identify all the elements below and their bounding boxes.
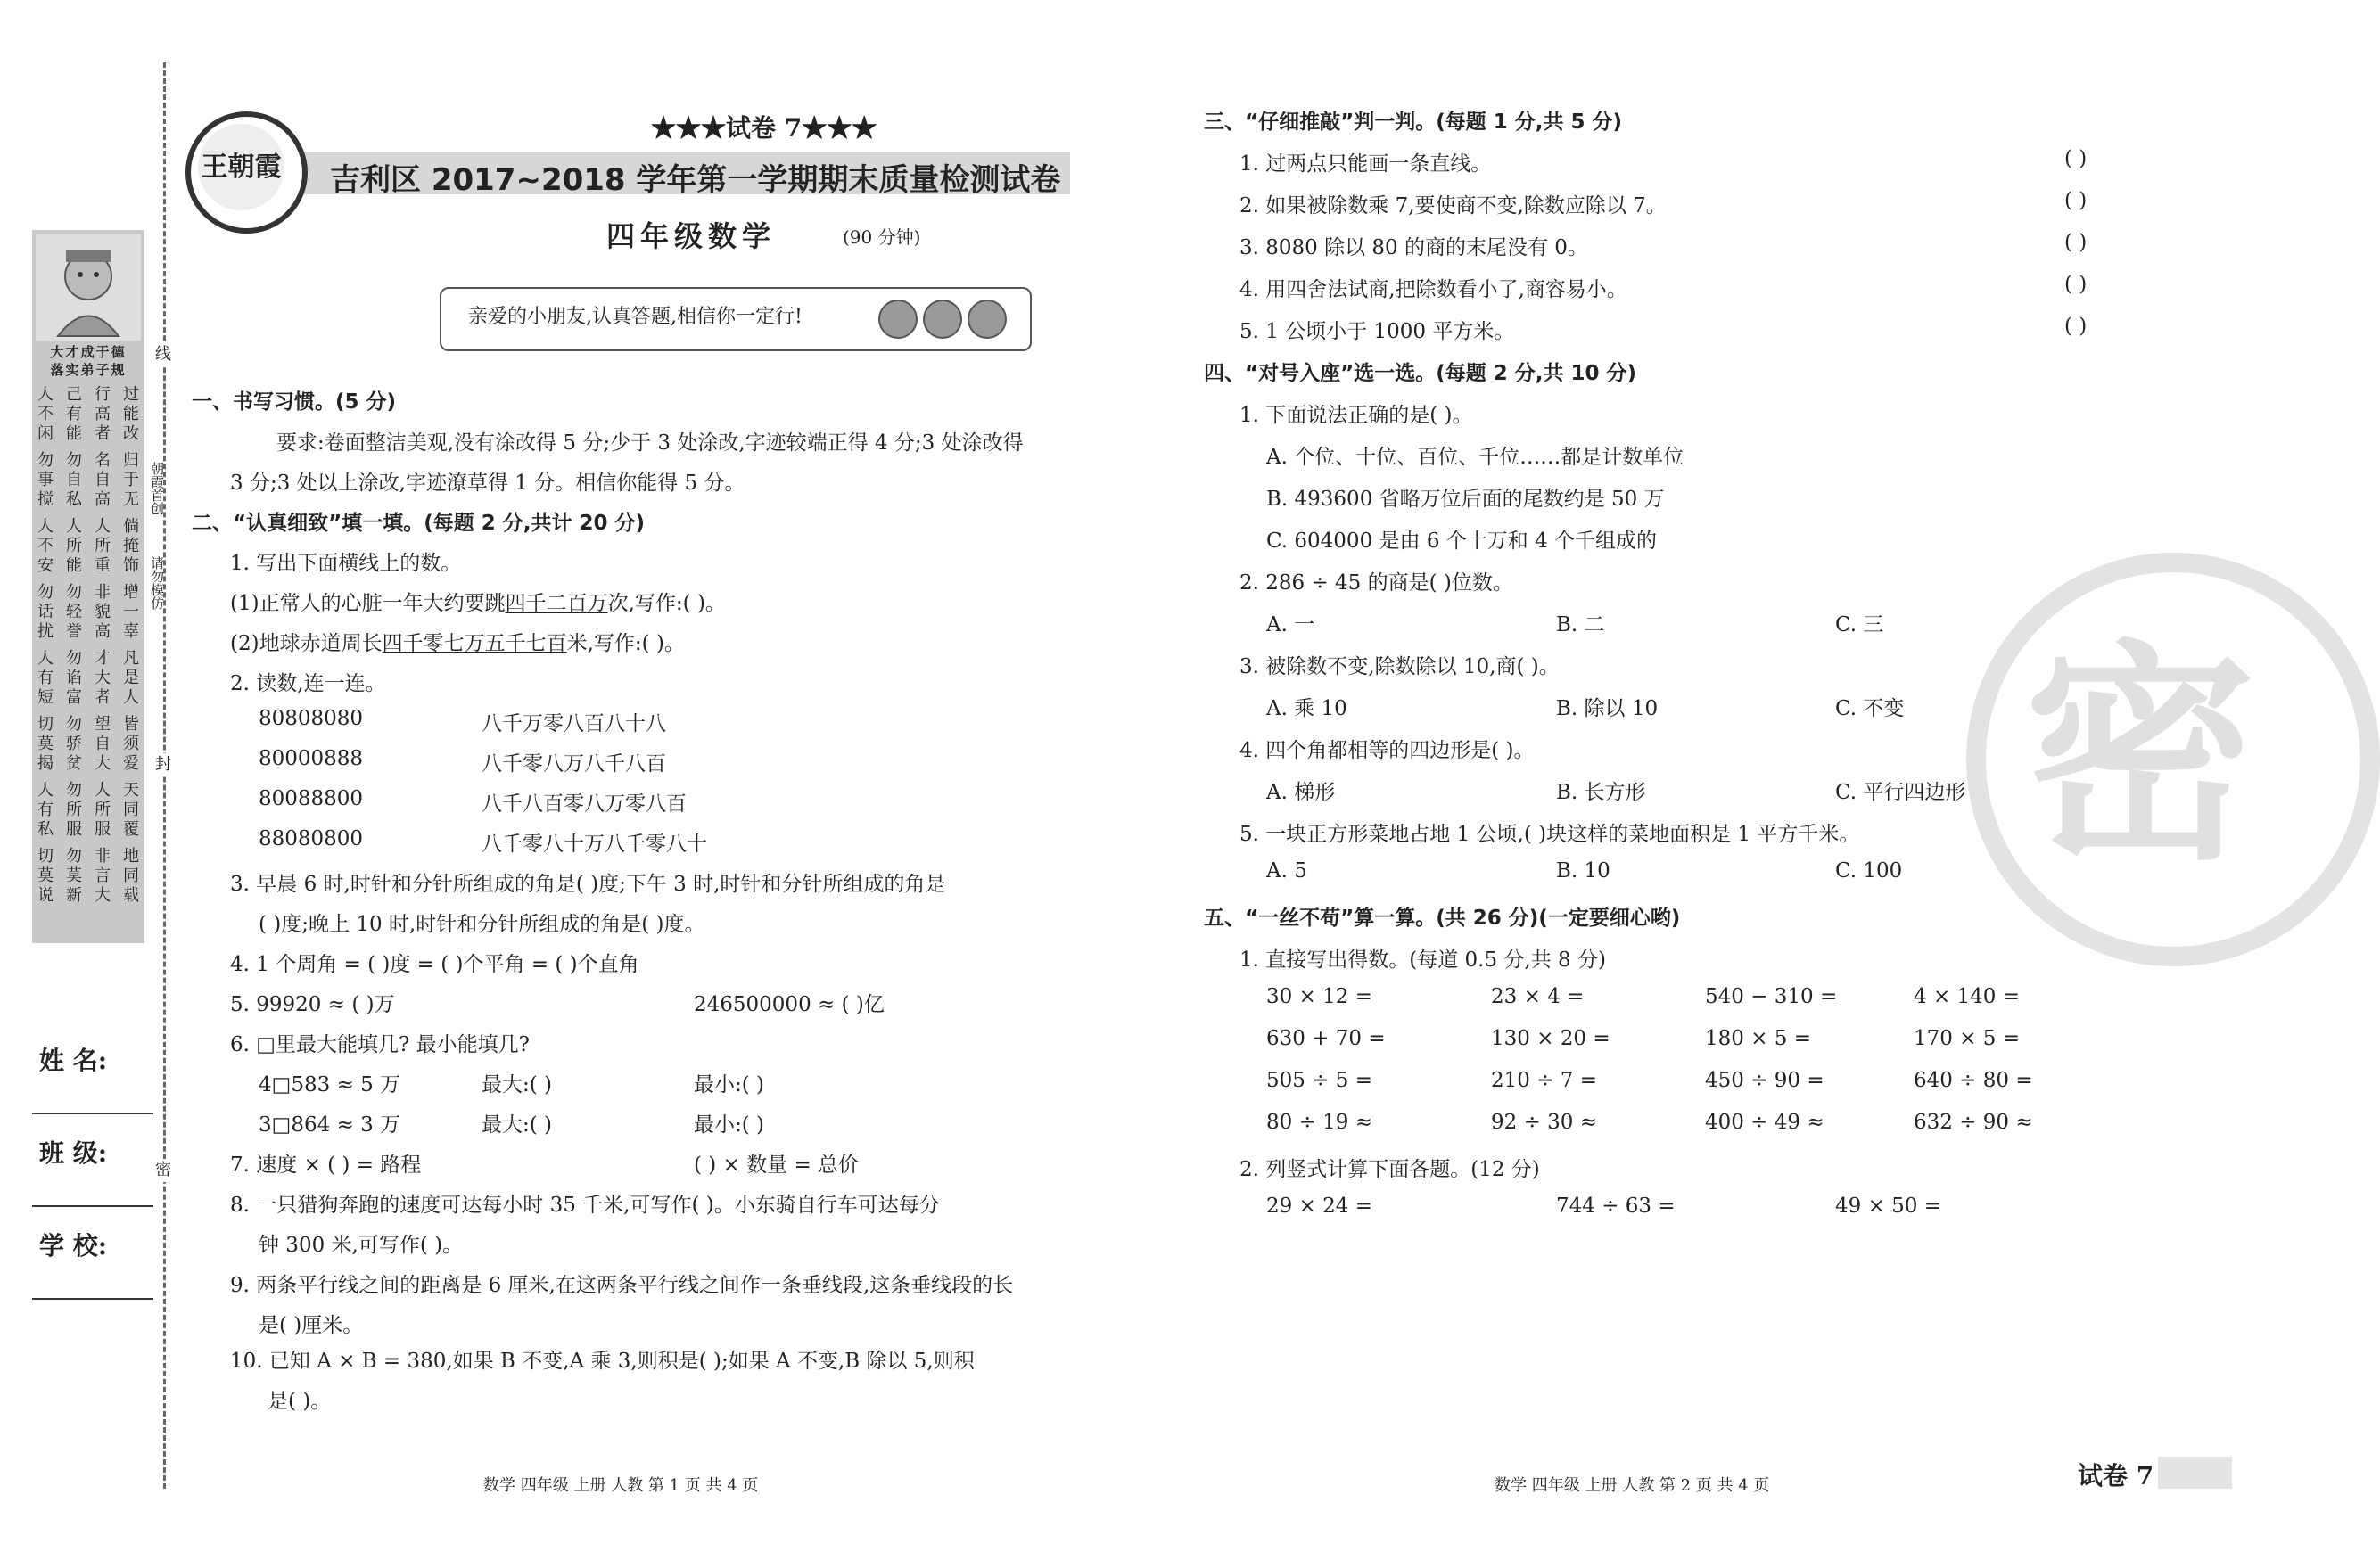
choice-option: A. 一 <box>1266 613 1315 636</box>
proverb-char: 须 <box>123 735 139 753</box>
proverb-char: 扰 <box>37 622 54 641</box>
proverb-char: 所 <box>66 537 82 555</box>
oral-calc: 540 − 310 = <box>1705 985 1838 1008</box>
choice-option: B. 10 <box>1556 859 1610 883</box>
oral-calc: 23 × 4 = <box>1491 985 1585 1008</box>
oral-calc: 30 × 12 = <box>1266 985 1373 1008</box>
proverb-char: 所 <box>95 801 111 819</box>
answer-paren[interactable]: ( ) <box>2064 147 2088 170</box>
proverb-char: 同 <box>123 801 139 819</box>
proverb-char: 勿 <box>66 451 82 470</box>
q8-line1: 8. 一只猎狗奔跑的速度可达每小时 35 千米,可写作( )。小东骑自行车可达每分 <box>230 1194 940 1217</box>
choice-option: C. 三 <box>1835 613 1884 636</box>
proverb-char: 凡 <box>123 649 139 668</box>
mascot-caption-2: 落实弟子规 <box>50 362 127 378</box>
proverb-char: 能 <box>66 424 82 443</box>
badge-icon <box>968 300 1007 339</box>
proverb-char: 勿 <box>66 847 82 866</box>
proverb-char: 富 <box>66 688 82 707</box>
q1a-pre: (1)正常人的心脏一年大约要跳 <box>230 592 506 615</box>
proverb-char: 切 <box>37 715 54 734</box>
oral-calc: 80 ÷ 19 ≈ <box>1266 1111 1373 1134</box>
q2-number: 80808080 <box>259 707 364 730</box>
choice-q5: 5. 一块正方形菜地占地 1 公顷,( )块这样的菜地面积是 1 平方千米。 <box>1239 823 1860 846</box>
oral-calc: 450 ÷ 90 = <box>1705 1069 1824 1092</box>
mascot-icon <box>36 234 141 341</box>
proverb-row <box>37 622 139 642</box>
judge-item: 3. 8080 除以 80 的商的末尾没有 0。 <box>1239 236 1588 259</box>
proverb-char: 归 <box>123 451 139 470</box>
section-2-title: 二、“认真细致”填一填。(每题 2 分,共计 20 分) <box>192 512 646 535</box>
proverb-char: 事 <box>37 471 54 489</box>
proverb-char: 莫 <box>66 866 82 885</box>
proverb-char: 行 <box>95 385 111 404</box>
q2-number: 80088800 <box>259 787 364 810</box>
proverb-char: 话 <box>37 603 54 621</box>
choice-option: C. 100 <box>1835 859 1903 883</box>
proverb-row <box>37 424 139 444</box>
proverb-row <box>37 820 139 840</box>
proverb-char: 人 <box>37 781 54 800</box>
q2-number: 88080800 <box>259 827 364 850</box>
q7b-text: ( ) × 数量 = 总价 <box>694 1154 860 1177</box>
proverb-char: 有 <box>37 801 54 819</box>
proverb-char: 地 <box>123 847 139 866</box>
q6a-number: 4□583 ≈ 5 万 <box>259 1073 401 1096</box>
q9-line2: 是( )厘米。 <box>259 1314 364 1337</box>
proverb-char: 人 <box>95 517 111 536</box>
proverb-char: 说 <box>37 886 54 905</box>
oral-calc: 505 ÷ 5 = <box>1266 1069 1373 1092</box>
proverb-char: 貌 <box>95 603 111 621</box>
s1-requirement-line1: 要求:卷面整洁美观,没有涂改得 5 分;少于 3 处涂改,字迹较端正得 4 分;3 处涂改得 <box>276 431 1024 455</box>
proverb-char: 轻 <box>66 603 82 621</box>
proverb-char: 能 <box>123 405 139 423</box>
school-field[interactable] <box>32 1298 153 1300</box>
q2-word: 八千零八十万八千零八十 <box>482 833 707 856</box>
exam-title: 吉利区 2017~2018 学年第一学期期末质量检测试卷 <box>330 162 1061 198</box>
proverb-char: 私 <box>37 820 54 839</box>
oral-calc: 170 × 5 = <box>1914 1027 2021 1050</box>
choice-option: C. 604000 是由 6 个十万和 4 个千组成的 <box>1266 530 1658 553</box>
proverb-char: 切 <box>37 847 54 866</box>
name-field[interactable] <box>32 1113 153 1114</box>
answer-paren[interactable]: ( ) <box>2064 189 2088 212</box>
q1a <box>230 587 726 616</box>
proverb-char: 誉 <box>66 622 82 641</box>
proverb-char: 贫 <box>66 754 82 773</box>
proverb-row <box>37 801 139 820</box>
oral-calc: 92 ÷ 30 ≈ <box>1491 1111 1598 1134</box>
q1a-post: 次,写作:( )。 <box>607 592 726 615</box>
proverb-char: 掩 <box>123 537 139 555</box>
oral-calc: 210 ÷ 7 = <box>1491 1069 1598 1092</box>
proverb-char: 勿 <box>66 649 82 668</box>
proverb-char: 人 <box>123 688 139 707</box>
proverb-char: 人 <box>66 517 82 536</box>
encouragement-text: 亲爱的小朋友,认真答题,相信你一定行! <box>468 306 803 328</box>
proverb-char: 所 <box>95 537 111 555</box>
proverb-char: 辜 <box>123 622 139 641</box>
section-4-title: 四、“对号入座”选一选。(每题 2 分,共 10 分) <box>1204 362 1637 385</box>
proverb-char: 非 <box>95 583 111 602</box>
choice-option: B. 除以 10 <box>1556 697 1659 720</box>
oral-calc: 400 ÷ 49 ≈ <box>1705 1111 1824 1134</box>
vertical-calc: 49 × 50 = <box>1835 1195 1942 1218</box>
proverb-char: 天 <box>123 781 139 800</box>
choice-q4: 4. 四个角都相等的四边形是( )。 <box>1239 739 1535 762</box>
watermark-char: 密 <box>2024 620 2256 891</box>
proverb-row <box>37 866 139 886</box>
proverb-char: 有 <box>66 405 82 423</box>
section-1-title: 一、书写习惯。(5 分) <box>192 390 397 414</box>
proverb-row <box>37 649 139 669</box>
proverb-char: 是 <box>123 669 139 687</box>
proverb-char: 不 <box>37 405 54 423</box>
proverb-char: 自 <box>95 735 111 753</box>
choice-option: B. 二 <box>1556 613 1605 636</box>
paper-number: ★★★试卷 7★★★ <box>651 113 877 143</box>
q3-line1: 3. 早晨 6 时,时针和分针所组成的角是( )度;下午 3 时,时针和分针所组成的角是 <box>230 873 946 896</box>
section-5-title: 五、“一丝不苟”算一算。(共 26 分)(一定要细心哟) <box>1204 907 1681 930</box>
choice-q3: 3. 被除数不变,除数除以 10,商( )。 <box>1239 655 1560 678</box>
proverb-char: 饰 <box>123 556 139 575</box>
q9-line1: 9. 两条平行线之间的距离是 6 厘米,在这两条平行线之间作一条垂线段,这条垂线段的长 <box>230 1274 1014 1297</box>
choice-option: A. 乘 10 <box>1266 697 1347 720</box>
proverb-char: 载 <box>123 886 139 905</box>
badge-icon <box>923 300 962 339</box>
choice-option: A. 个位、十位、百位、千位……都是计数单位 <box>1266 446 1684 469</box>
proverb-row <box>37 556 139 576</box>
q6b-number: 3□864 ≈ 3 万 <box>259 1113 401 1137</box>
q2-word: 八千八百零八万零八百 <box>482 792 687 816</box>
choice-option: C. 平行四边形 <box>1835 781 1966 804</box>
answer-paren[interactable]: ( ) <box>2064 315 2088 338</box>
proverb-char: 能 <box>66 556 82 575</box>
proverb-char: 高 <box>95 622 111 641</box>
proverb-char: 望 <box>95 715 111 734</box>
badge-icon <box>878 300 918 339</box>
proverb-char: 揭 <box>37 754 54 773</box>
mascot-image <box>36 234 141 341</box>
proverb-char: 人 <box>37 649 54 668</box>
proverb-char: 骄 <box>66 735 82 753</box>
class-label: 班 级: <box>39 1138 108 1168</box>
proverb-char: 莫 <box>37 735 54 753</box>
calc-q2: 2. 列竖式计算下面各题。(12 分) <box>1239 1158 1540 1181</box>
choice-option: A. 梯形 <box>1266 781 1336 804</box>
oral-calc: 130 × 20 = <box>1491 1027 1610 1050</box>
school-label: 学 校: <box>39 1231 108 1260</box>
vertical-note-2: 请勿模仿 <box>149 556 165 610</box>
proverb-char: 高 <box>95 490 111 509</box>
choice-option: B. 长方形 <box>1556 781 1646 804</box>
proverb-char: 倘 <box>123 517 139 536</box>
vertical-calc: 744 ÷ 63 = <box>1556 1195 1676 1218</box>
q6a-max: 最大:( ) <box>482 1073 553 1096</box>
q2-text: 2. 读数,连一连。 <box>230 672 386 695</box>
proverb-char: 新 <box>66 886 82 905</box>
proverb-char: 无 <box>123 490 139 509</box>
proverb-char: 重 <box>95 556 111 575</box>
q1-text: 1. 写出下面横线上的数。 <box>230 552 462 575</box>
calc-q1: 1. 直接写出得数。(每道 0.5 分,共 8 分) <box>1239 948 1606 972</box>
proverb-row <box>37 781 139 801</box>
proverb-row <box>37 451 139 471</box>
section-3-title: 三、“仔细推敲”判一判。(每题 1 分,共 5 分) <box>1204 111 1623 134</box>
proverb-row <box>37 715 139 735</box>
proverb-char: 闲 <box>37 424 54 443</box>
proverb-char: 才 <box>95 649 111 668</box>
proverb-char: 安 <box>37 556 54 575</box>
judge-item: 1. 过两点只能画一条直线。 <box>1239 152 1492 176</box>
proverb-char: 者 <box>95 688 111 707</box>
proverb-row <box>37 517 139 537</box>
corner-bar <box>2158 1457 2232 1489</box>
proverb-row <box>37 735 139 754</box>
exam-duration: (90 分钟) <box>843 226 921 248</box>
proverb-char: 大 <box>95 669 111 687</box>
proverb-char: 莫 <box>37 866 54 885</box>
binding-char-xian: 线 <box>152 343 174 366</box>
proverb-row <box>37 405 139 424</box>
q5b-text: 246500000 ≈ ( )亿 <box>694 993 885 1016</box>
page-1-footer: 数学 四年级 上册 人教 第 1 页 共 4 页 <box>483 1476 759 1495</box>
q4-text: 4. 1 个周角 = ( )度 = ( )个平角 = ( )个直角 <box>230 953 639 976</box>
proverb-char: 皆 <box>123 715 139 734</box>
page-2-footer: 数学 四年级 上册 人教 第 2 页 共 4 页 <box>1495 1476 1770 1495</box>
q2-word: 八千零八万八千八百 <box>482 752 666 776</box>
proverb-char: 服 <box>95 820 111 839</box>
s1-requirement-line2: 3 分;3 处以上涂改,字迹潦草得 1 分。相信你能得 5 分。 <box>230 472 745 495</box>
q2-word: 八千万零八百八十八 <box>482 712 666 735</box>
proverb-char: 大 <box>95 754 111 773</box>
proverb-char: 搅 <box>37 490 54 509</box>
proverb-char: 勿 <box>37 583 54 602</box>
proverb-row <box>37 688 139 708</box>
proverb-char: 改 <box>123 424 139 443</box>
proverb-char: 覆 <box>123 820 139 839</box>
q10-line2: 是( )。 <box>268 1390 332 1413</box>
class-field[interactable] <box>32 1205 153 1207</box>
oral-calc: 4 × 140 = <box>1914 985 2021 1008</box>
q6b-min: 最小:( ) <box>694 1113 765 1137</box>
binding-char-mi: 密 <box>152 1159 174 1182</box>
proverb-char: 于 <box>123 471 139 489</box>
proverb-char: 言 <box>95 866 111 885</box>
q3-line2: ( )度;晚上 10 时,时针和分针所组成的角是( )度。 <box>259 913 705 936</box>
choice-q2: 2. 286 ÷ 45 的商是( )位数。 <box>1239 571 1513 595</box>
proverb-row <box>37 537 139 556</box>
q1b <box>230 627 685 656</box>
proverb-char: 大 <box>95 886 111 905</box>
brand-logo: 王朝霞 <box>198 124 284 210</box>
proverb-row <box>37 847 139 866</box>
corner-paper-label: 试卷 7 <box>2078 1461 2154 1490</box>
q6b-max: 最大:( ) <box>482 1113 553 1137</box>
q6a-min: 最小:( ) <box>694 1073 765 1096</box>
proverb-row <box>37 583 139 603</box>
proverb-char: 勿 <box>66 715 82 734</box>
proverb-char: 高 <box>95 405 111 423</box>
proverb-char: 私 <box>66 490 82 509</box>
choice-option: C. 不变 <box>1835 697 1905 720</box>
q7a-text: 7. 速度 × ( ) = 路程 <box>230 1154 422 1177</box>
proverb-char: 勿 <box>37 451 54 470</box>
proverb-char: 非 <box>95 847 111 866</box>
answer-paren[interactable]: ( ) <box>2064 231 2088 254</box>
proverb-char: 增 <box>123 583 139 602</box>
proverb-char: 所 <box>66 801 82 819</box>
proverb-row <box>37 471 139 490</box>
q1a-underlined: 四千二百万 <box>505 592 608 615</box>
proverb-char: 服 <box>66 820 82 839</box>
proverb-char: 有 <box>37 669 54 687</box>
judge-item: 2. 如果被除数乘 7,要使商不变,除数应除以 7。 <box>1239 194 1667 218</box>
oral-calc: 630 + 70 = <box>1266 1027 1386 1050</box>
mascot-caption-1: 大才成于德 <box>50 344 127 360</box>
proverb-char: 过 <box>123 385 139 404</box>
proverb-char: 不 <box>37 537 54 555</box>
q6-text: 6. □里最大能填几? 最小能填几? <box>230 1033 530 1056</box>
proverb-char: 人 <box>37 385 54 404</box>
proverb-grid <box>37 385 139 906</box>
proverb-char: 自 <box>95 471 111 489</box>
vertical-note-1: 朝霞首创 <box>149 462 165 515</box>
binding-char-feng: 封 <box>152 753 174 776</box>
proverb-char: 己 <box>66 385 82 404</box>
subject-title: 四年级数学 <box>606 219 777 253</box>
proverb-char: 人 <box>95 781 111 800</box>
oral-calc: 632 ÷ 90 ≈ <box>1914 1111 2033 1134</box>
proverb-char: 勿 <box>66 781 82 800</box>
proverb-char: 爱 <box>123 754 139 773</box>
q10-line1: 10. 已知 A × B = 380,如果 B 不变,A 乘 3,则积是( );如果 A 不变,B 除以 5,则积 <box>230 1350 975 1373</box>
q8-line2: 钟 300 米,可写作( )。 <box>259 1234 464 1257</box>
choice-q1: 1. 下面说法正确的是( )。 <box>1239 404 1473 427</box>
proverb-char: 者 <box>95 424 111 443</box>
proverb-row <box>37 754 139 774</box>
proverb-char: 短 <box>37 688 54 707</box>
proverb-row <box>37 385 139 405</box>
choice-option: A. 5 <box>1266 859 1307 883</box>
proverb-row <box>37 490 139 510</box>
proverb-char: 同 <box>123 866 139 885</box>
proverb-char: 勿 <box>66 583 82 602</box>
answer-paren[interactable]: ( ) <box>2064 273 2088 296</box>
proverb-char: 人 <box>37 517 54 536</box>
q1b-pre: (2)地球赤道周长 <box>230 632 383 655</box>
choice-option: B. 493600 省略万位后面的尾数约是 50 万 <box>1266 488 1665 511</box>
q1b-post: 米,写作:( )。 <box>566 632 685 655</box>
proverb-char: 谄 <box>66 669 82 687</box>
judge-item: 5. 1 公顷小于 1000 平方米。 <box>1239 320 1515 343</box>
proverb-row <box>37 669 139 688</box>
oral-calc: 180 × 5 = <box>1705 1027 1812 1050</box>
q2-number: 80000888 <box>259 747 364 770</box>
q1b-underlined: 四千零七万五千七百 <box>382 632 567 655</box>
name-label: 姓 名: <box>39 1046 108 1075</box>
proverb-char: 名 <box>95 451 111 470</box>
q5a-text: 5. 99920 ≈ ( )万 <box>230 993 395 1016</box>
oral-calc: 640 ÷ 80 = <box>1914 1069 2033 1092</box>
vertical-calc: 29 × 24 = <box>1266 1195 1373 1218</box>
proverb-char: 自 <box>66 471 82 489</box>
proverb-char: 一 <box>123 603 139 621</box>
proverb-row <box>37 886 139 906</box>
judge-item: 4. 用四舍法试商,把除数看小了,商容易小。 <box>1239 278 1627 301</box>
proverb-row <box>37 603 139 622</box>
